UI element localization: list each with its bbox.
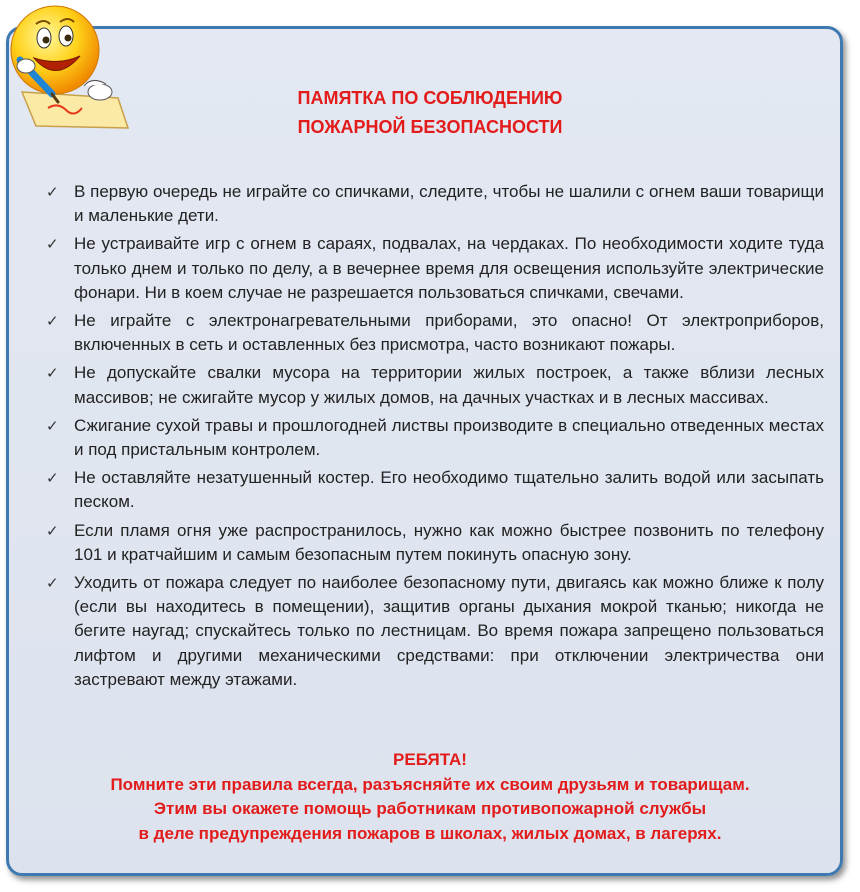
check-icon: ✓ [46,364,59,383]
check-icon: ✓ [46,416,59,435]
list-item [46,466,824,514]
page-title [0,84,860,142]
rule-text: Сжигание сухой травы и прошлогодней листвы производите в специально отведенных местах и под пристальным контролем. [74,415,824,460]
list-item [46,361,824,409]
check-icon: ✓ [46,574,59,593]
title-line-2: ПОЖАРНОЙ БЕЗОПАСНОСТИ [297,117,563,137]
footer-line-2: Помните эти правила всегда, разъясняйте их своим друзьям и товарищам. [110,774,750,794]
rule-text: В первую очередь не играйте со спичками, следите, чтобы не шалили с огнем ваши товарищи и маленькие дети. [74,182,824,226]
list-item [46,309,824,357]
list-item [46,180,824,228]
list-item [46,414,824,462]
rule-text: Если пламя огня уже распространилось, нужно как можно быстрее позвонить по телефону 101 и кратчайшим и самым безопасным путем покинуть опасную зону. [74,520,824,564]
list-item [46,571,824,692]
list-item [46,519,824,567]
check-icon: ✓ [46,469,59,488]
check-icon: ✓ [46,312,59,331]
footer-line-4: в деле предупреждения пожаров в школах, жилых домах, в лагерях. [138,823,722,843]
rule-text: Не оставляйте незатушенный костер. Его необходимо тщательно залить водой или засыпать песком. [74,468,824,512]
title-line-1: ПАМЯТКА ПО СОБЛЮДЕНИЮ [297,88,563,108]
check-icon: ✓ [46,235,59,254]
rule-text: Не играйте с электронагревательными приборами, это опасно! От электроприборов, включенных в сеть и оставленных без присмотра, часто возникают пожары. [74,311,824,355]
footer-heading: РЕБЯТА! [393,750,467,769]
rule-text: Не допускайте свалки мусора на территории жилых построек, а также вблизи лесных массивов; не сжигайте мусор у жилых домов, на дачных участках и в лесных массивах. [74,363,824,407]
rule-text: Не устраивайте игр с огнем в сараях, подвалах, на чердаках. По необходимости ходите туда только днем и только по делу, а в вечернее время для освещения используйте электрические фонари. Ни в коем случае не разрешается пользоваться спичками, свечами. [74,234,824,302]
rule-text: Уходить от пожара следует по наиболее безопасному пути, двигаясь как можно ближе к полу (если вы находитесь в помещении), защитив органы дыхания мокрой тканью; никогда не бегите наугад; спускайтесь только по лестницам. Во время пожара запрещено пользоваться лифтом и другими механическими средствами: при отключении электричества они застревают между этажами. [74,573,824,689]
footer-message [0,748,860,846]
check-icon: ✓ [46,183,59,201]
check-icon: ✓ [46,521,59,540]
rules-list [46,180,824,696]
footer-line-3: Этим вы окажете помощь работникам противопожарной службы [153,799,707,818]
list-item [46,232,824,305]
